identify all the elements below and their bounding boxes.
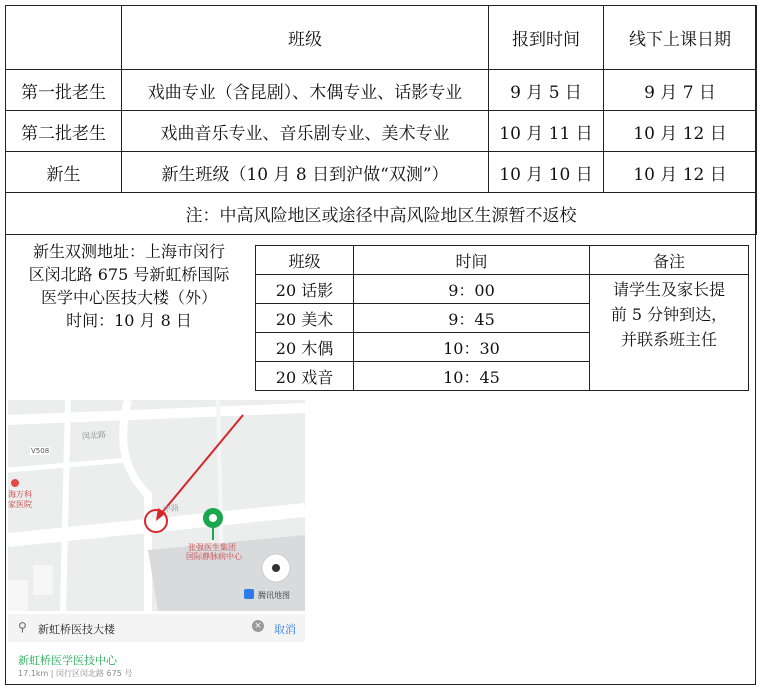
header-class-date: 线下上课日期 [604, 6, 757, 70]
sched-class: 20 戏音 [256, 362, 354, 391]
row-group: 第一批老生 [6, 70, 122, 111]
search-input[interactable]: 新虹桥医技大楼 [38, 623, 115, 636]
map-view[interactable] [8, 400, 305, 611]
sched-remark [590, 275, 749, 391]
result-title: 新虹桥医学医技中心 [18, 654, 117, 667]
map-graphic [8, 400, 305, 611]
header-class: 班级 [122, 6, 489, 70]
sched-time: 9：00 [354, 275, 590, 304]
lower-section [5, 236, 756, 685]
table-row [6, 152, 757, 193]
result-subtitle: 17.1km | 闵行区闵北路 675 号 [18, 669, 133, 678]
row-group: 新生 [6, 152, 122, 193]
road-label: V508 [31, 447, 50, 455]
row-start: 9 月 7 日 [604, 70, 757, 111]
row-start: 10 月 12 日 [604, 152, 757, 193]
note-row [6, 193, 757, 235]
row-classes: 新生班级（10 月 8 日到沪做“双测”） [122, 152, 489, 193]
header-cell-empty [6, 6, 122, 70]
row-group: 第二批老生 [6, 111, 122, 152]
sched-header-class: 班级 [256, 246, 354, 275]
note-text: 注：中高风险地区或途径中高风险地区生源暂不返校 [6, 193, 757, 235]
schedule-table [5, 5, 757, 235]
remark-line: 请学生及家长提 [612, 280, 725, 299]
road-label: 闵北路 [81, 429, 107, 442]
sched-header-row [256, 246, 749, 275]
cancel-button[interactable]: 取消 [274, 623, 296, 636]
map-poi-label: 海万科 [8, 490, 32, 499]
address-line: 新生双测地址：上海市闵行 [32, 242, 225, 261]
row-report: 9 月 5 日 [489, 70, 604, 111]
table-header-row [6, 6, 757, 70]
sched-row [256, 275, 749, 304]
row-classes: 戏曲专业（含昆剧）、木偶专业、话影专业 [122, 70, 489, 111]
sched-time: 9：45 [354, 304, 590, 333]
remark-line: 前 5 分钟到达， [610, 305, 728, 324]
row-report: 10 月 11 日 [489, 111, 604, 152]
test-address [13, 240, 245, 332]
search-icon: ⚲ [18, 620, 27, 634]
road-label: 中路 [162, 503, 180, 514]
sched-header-remark: 备注 [590, 246, 749, 275]
search-result[interactable] [8, 648, 305, 684]
row-classes: 戏曲音乐专业、音乐剧专业、美术专业 [122, 111, 489, 152]
map-poi-label: 家医院 [8, 500, 32, 509]
sched-header-time: 时间 [354, 246, 590, 275]
address-time: 时间：10 月 8 日 [66, 311, 192, 330]
row-report: 10 月 10 日 [489, 152, 604, 193]
sched-class: 20 美术 [256, 304, 354, 333]
clear-icon[interactable]: × [252, 620, 264, 632]
header-report-time: 报到时间 [489, 6, 604, 70]
table-row [6, 111, 757, 152]
address-line: 区闵北路 675 号新虹桥国际 [28, 265, 230, 284]
map-poi-label: 国际静脉病中心 [186, 552, 242, 561]
remark-line: 并联系班主任 [620, 330, 717, 349]
sched-time: 10：30 [354, 333, 590, 362]
test-schedule-table [255, 245, 749, 391]
table-row [6, 70, 757, 111]
map-poi-label: 张强医生集团 [188, 543, 236, 552]
row-start: 10 月 12 日 [604, 111, 757, 152]
map-watermark: 腾讯地图 [258, 591, 290, 600]
sched-time: 10：45 [354, 362, 590, 391]
map-search-bar[interactable] [8, 614, 305, 642]
sched-class: 20 木偶 [256, 333, 354, 362]
sched-class: 20 话影 [256, 275, 354, 304]
address-line: 医学中心医技大楼（外） [40, 288, 217, 307]
